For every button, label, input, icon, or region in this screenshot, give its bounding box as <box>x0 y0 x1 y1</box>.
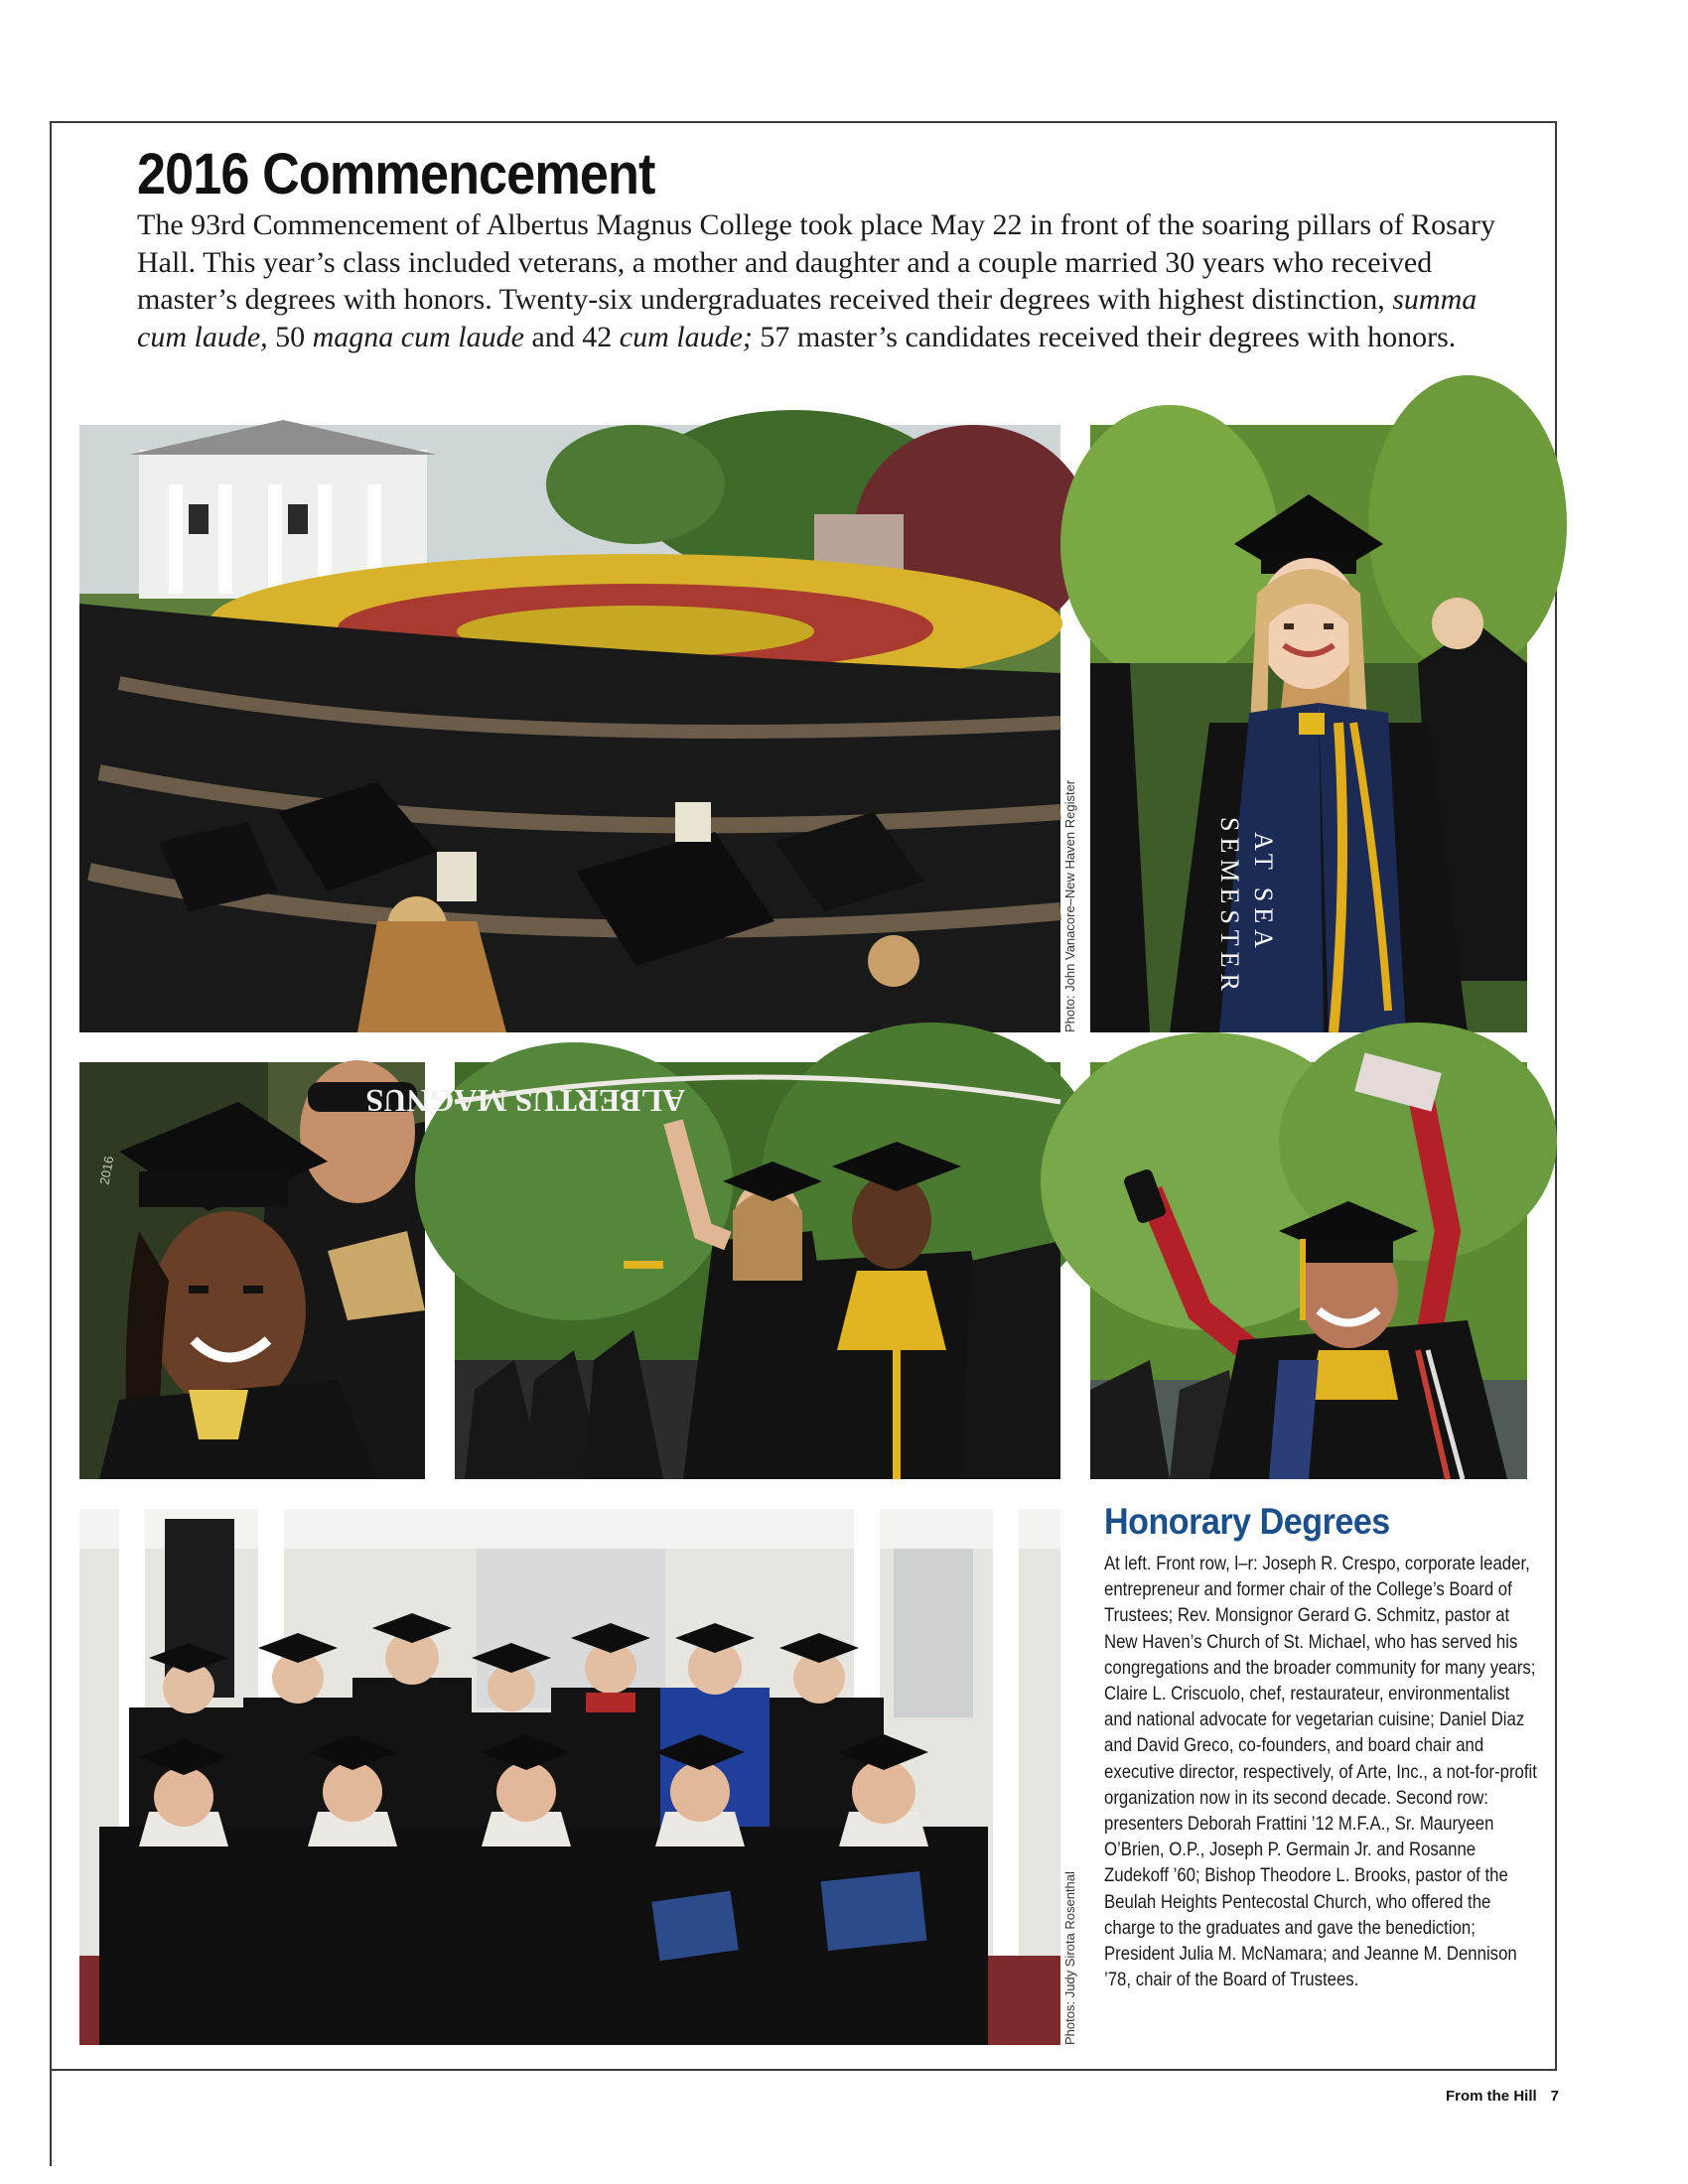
page-footer <box>1446 2088 1559 2105</box>
photo-ceremony-crowd <box>79 425 1060 1032</box>
intro-emphasis-cum: cum laude; <box>619 320 753 353</box>
frame-top-rule <box>52 121 1557 123</box>
frame-right-rule <box>1555 121 1557 2071</box>
photo-smiling-graduate <box>79 1062 425 1479</box>
arch-sign-text: ALBERTUS MAGNUS <box>365 1083 685 1119</box>
intro-text-2: 50 <box>267 320 313 353</box>
page-title: 2016 Commencement <box>137 142 655 206</box>
intro-text-3: and 42 <box>523 320 620 353</box>
frame-left-rule <box>50 121 52 2166</box>
photo-credit-bottom: Photos: Judy Sirota Rosenthal <box>1062 1871 1077 2045</box>
photo-semester-at-sea-graduate <box>1090 425 1527 1032</box>
intro-text-1: The 93rd Commencement of Albertus Magnus College took place May 22 in front of the soaring pillars of Rosary Hall. This year’s class included veterans, a mother and daughter and a couple married 30 years who received master’s degrees with honors. Twenty-six undergraduates received their degrees with highest distinction, <box>137 208 1496 316</box>
intro-paragraph <box>137 206 1507 355</box>
sash-text-semester: SEMESTER <box>1215 817 1244 997</box>
frame-bottom-rule <box>52 2069 1557 2071</box>
publication-name: From the Hill <box>1445 2088 1537 2105</box>
page-number: 7 <box>1550 2088 1559 2105</box>
honorary-degrees-caption: At left. Front row, l–r: Joseph R. Crespo, corporate leader, entrepreneur and former chair of the College’s Board of Trustees; Rev. Monsignor Gerard G. Schmitz, pastor at New Haven’s Church of St. Michael, who has served his congregations and the broader community for many years; Claire L. Criscuolo, chef, restaurateur, environmentalist and national advocate for vegetarian cuisine; Daniel Diaz and David Greco, co-founders, and board chair and executive director, respectively, of Arte, Inc., a not-for-profit organization now in its second decade. Second row: presenters Deborah Frattini ’12 M.F.A., Sr. Mauryeen O’Brien, O.P., Joseph P. Germain Jr. and Rosanne Zudekoff ’60; Bishop Theodore L. Brooks, pastor of the Beulah Heights Pentecostal Church, who offered the charge to the graduates and gave the benediction; President Julia M. McNamara; and Jeanne M. Dennison ’78, chair of the Board of Trustees. <box>1104 1553 1537 1991</box>
intro-text-4: 57 master’s candidates received their degrees with honors. <box>752 320 1457 353</box>
photo-honorary-degree-group <box>79 1509 1060 2045</box>
photo-credit-top: Photo: John Vanacore–New Haven Register <box>1062 779 1077 1032</box>
intro-emphasis-summa: summa cum laude, <box>137 283 1477 353</box>
sash-text-at-sea: AT SEA <box>1249 832 1278 954</box>
photo-celebrating-graduate <box>1090 1062 1527 1479</box>
cap-year-tassel: 2016 <box>96 1155 117 1186</box>
intro-emphasis-magna: magna cum laude <box>312 320 524 353</box>
honorary-degrees-heading: Honorary Degrees <box>1104 1501 1390 1542</box>
photo-procession-arch <box>365 1062 1060 1479</box>
